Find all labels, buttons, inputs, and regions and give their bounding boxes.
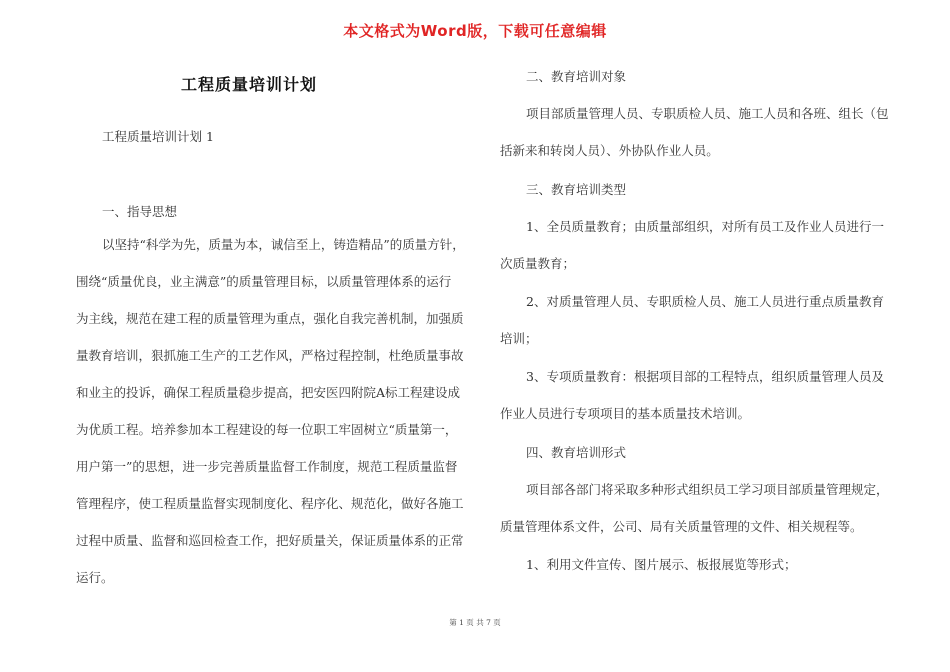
text-line: 3、专项质量教育：根据项目部的工程特点，组织质量管理人员及 [526, 369, 884, 384]
text-line: 项目部各部门将采取多种形式组织员工学习项目部质量管理规定， [526, 482, 889, 497]
text-line: 过程中质量、监督和巡回检查工作，把好质量关，保证质量体系的正常 [76, 533, 464, 548]
text-line: 为主线，规范在建工程的质量管理为重点，强化自我完善机制，加强质 [76, 311, 464, 326]
text-line: 质量管理体系文件，公司、局有关质量管理的文件、相关规程等。 [500, 519, 863, 534]
section-heading-guiding-thought: 一、指导思想 [102, 204, 178, 219]
section-heading-training-forms: 四、教育培训形式 [526, 445, 627, 460]
text-line: 用户第一”的思想，进一步完善质量监督工作制度，规范工程质量监督 [76, 459, 458, 474]
download-banner: 本文格式为Word版，下载可任意编辑 [343, 22, 607, 40]
text-line: 括新来和转岗人员）、外协队作业人员。 [500, 143, 719, 158]
page-number-footer: 第 1 页 共 7 页 [449, 618, 501, 627]
paragraph-guiding-thought [76, 226, 496, 596]
section-heading-training-targets: 二、教育培训对象 [526, 69, 627, 84]
text-line: 管理程序，使工程质量监督实现制度化、程序化、规范化，做好各施工 [76, 496, 464, 511]
paragraph-training-type-3 [500, 358, 892, 432]
document-title: 工程质量培训计划 [180, 75, 317, 94]
paragraph-training-type-2 [500, 283, 892, 357]
paragraph-training-type-1 [500, 208, 892, 282]
paragraph-training-form-1 [500, 546, 892, 583]
text-line: 为优质工程。培养参加本工程建设的每一位职工牢固树立“质量第一， [76, 422, 458, 437]
text-line: 围绕“质量优良，业主满意”的质量管理目标，以质量管理体系的运行 [76, 274, 452, 289]
text-line: 2、对质量管理人员、专职质检人员、施工人员进行重点质量教育 [526, 294, 884, 309]
paragraph-training-targets [500, 95, 892, 169]
text-line: 和业主的投诉，确保工程质量稳步提高，把安医四附院A标工程建设成 [76, 385, 461, 400]
text-line: 项目部质量管理人员、专职质检人员、施工人员和各班、组长（包 [526, 106, 889, 121]
text-line: 培训； [500, 331, 538, 346]
text-line: 1、全员质量教育；由质量部组织，对所有员工及作业人员进行一 [526, 219, 884, 234]
text-line: 作业人员进行专项项目的基本质量技术培训。 [500, 406, 751, 421]
document-subtitle: 工程质量培训计划 1 [102, 129, 214, 144]
text-line: 以坚持“科学为先，质量为本，诚信至上，铸造精品”的质量方针， [102, 237, 465, 252]
text-line: 运行。 [76, 570, 114, 585]
text-line: 量教育培训，狠抓施工生产的工艺作风，严格过程控制，杜绝质量事故 [76, 348, 464, 363]
text-line: 1、利用文件宣传、图片展示、板报展览等形式； [526, 557, 797, 572]
section-heading-training-types: 三、教育培训类型 [526, 182, 627, 197]
text-line: 次质量教育； [500, 256, 576, 271]
paragraph-training-forms [500, 471, 892, 545]
